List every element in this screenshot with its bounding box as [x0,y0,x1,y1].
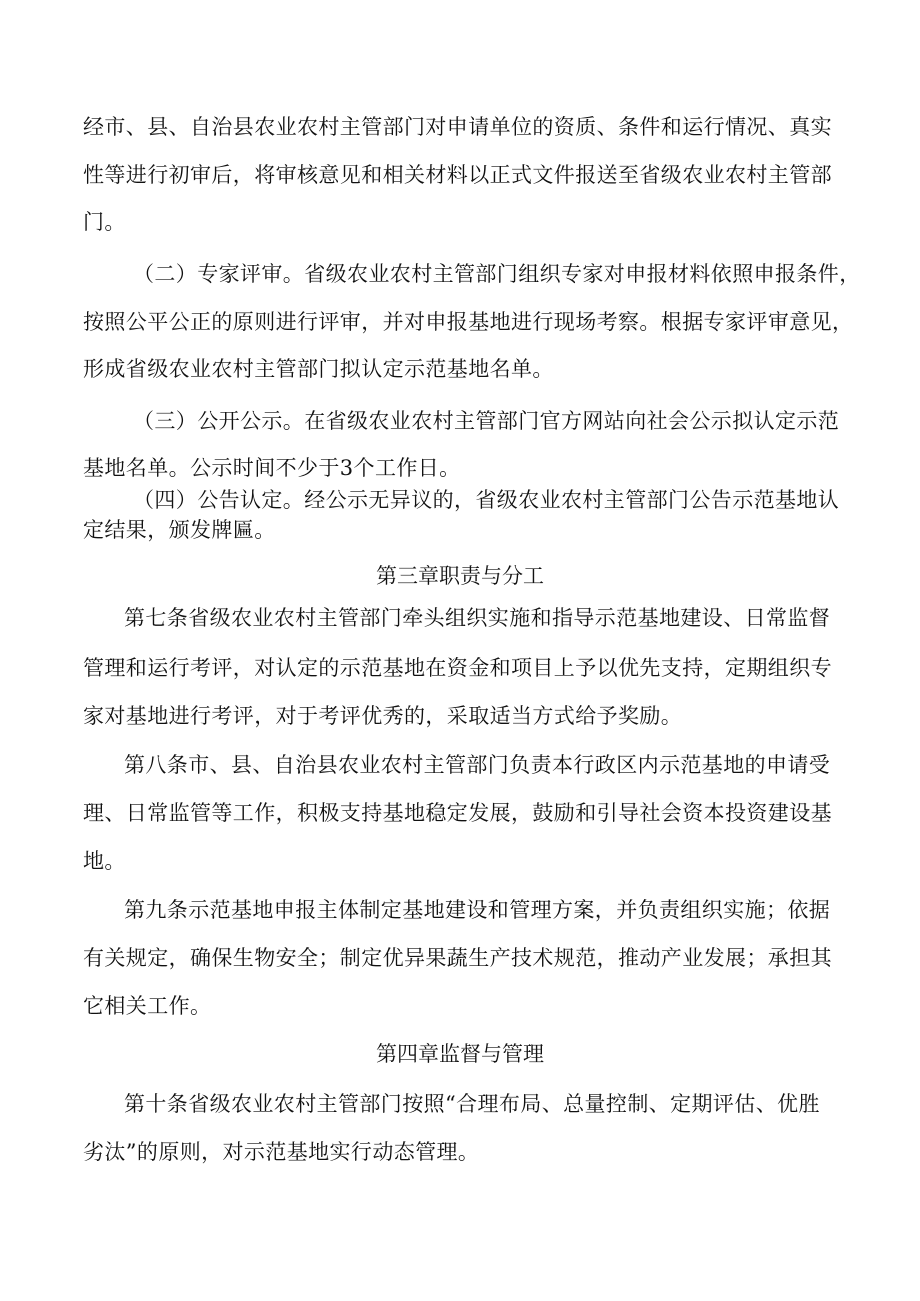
paragraph-line: 经市、县、自治县农业农村主管部门对申请单位的资质、条件和运行情况、真实 [83,115,832,139]
paragraph-line: 形成省级农业农村主管部门拟认定示范基地名单。 [83,357,554,381]
paragraph-line: 它相关工作。 [83,994,212,1018]
paragraph-line: 管理和运行考评，对认定的示范基地在资金和项目上予以优先支持，定期组织专 [83,656,832,680]
paragraph-line: 基地名单。公示时间不少于3个工作日。 [83,456,461,480]
paragraph-line: 性等进行初审后，将审核意见和相关材料以正式文件报送至省级农业农村主管部 [83,163,832,187]
paragraph-line: 地。 [83,849,126,873]
paragraph-line: 劣汰”的原则，对示范基地实行动态管理。 [83,1140,480,1164]
paragraph-line: 门。 [83,210,126,234]
paragraph-line: 第九条示范基地申报主体制定基地建设和管理方案，并负责组织实施；依据 [124,898,831,922]
paragraph-line: 定结果，颁发牌匾。 [83,518,276,542]
paragraph-line: 第十条省级农业农村主管部门按照“合理布局、总量控制、定期评估、优胜 [124,1092,820,1116]
paragraph-line: （二）专家评审。省级农业农村主管部门组织专家对申报材料依照申报条件， [133,262,861,286]
chapter-heading: 第三章职责与分工 [376,564,544,588]
paragraph-line: （四）公告认定。经公示无异议的，省级农业农村主管部门公告示范基地认 [133,488,840,512]
paragraph-line: 有关规定，确保生物安全；制定优异果蔬生产技术规范，推动产业发展；承担其 [83,946,832,970]
paragraph-line: 家对基地进行考评，对于考评优秀的，采取适当方式给予奖励。 [83,704,683,728]
paragraph-line: 第七条省级农业农村主管部门牵头组织实施和指导示范基地建设、日常监督 [124,606,831,630]
chapter-heading: 第四章监督与管理 [376,1042,544,1066]
paragraph-line: （三）公开公示。在省级农业农村主管部门官方网站向社会公示拟认定示范 [133,409,840,433]
paragraph-line: 按照公平公正的原则进行评审，并对申报基地进行现场考察。根据专家评审意见， [83,310,854,334]
paragraph-line: 第八条市、县、自治县农业农村主管部门负责本行政区内示范基地的申请受 [124,753,831,777]
paragraph-line: 理、日常监管等工作，积极支持基地稳定发展，鼓励和引导社会资本投资建设基 [83,801,832,825]
